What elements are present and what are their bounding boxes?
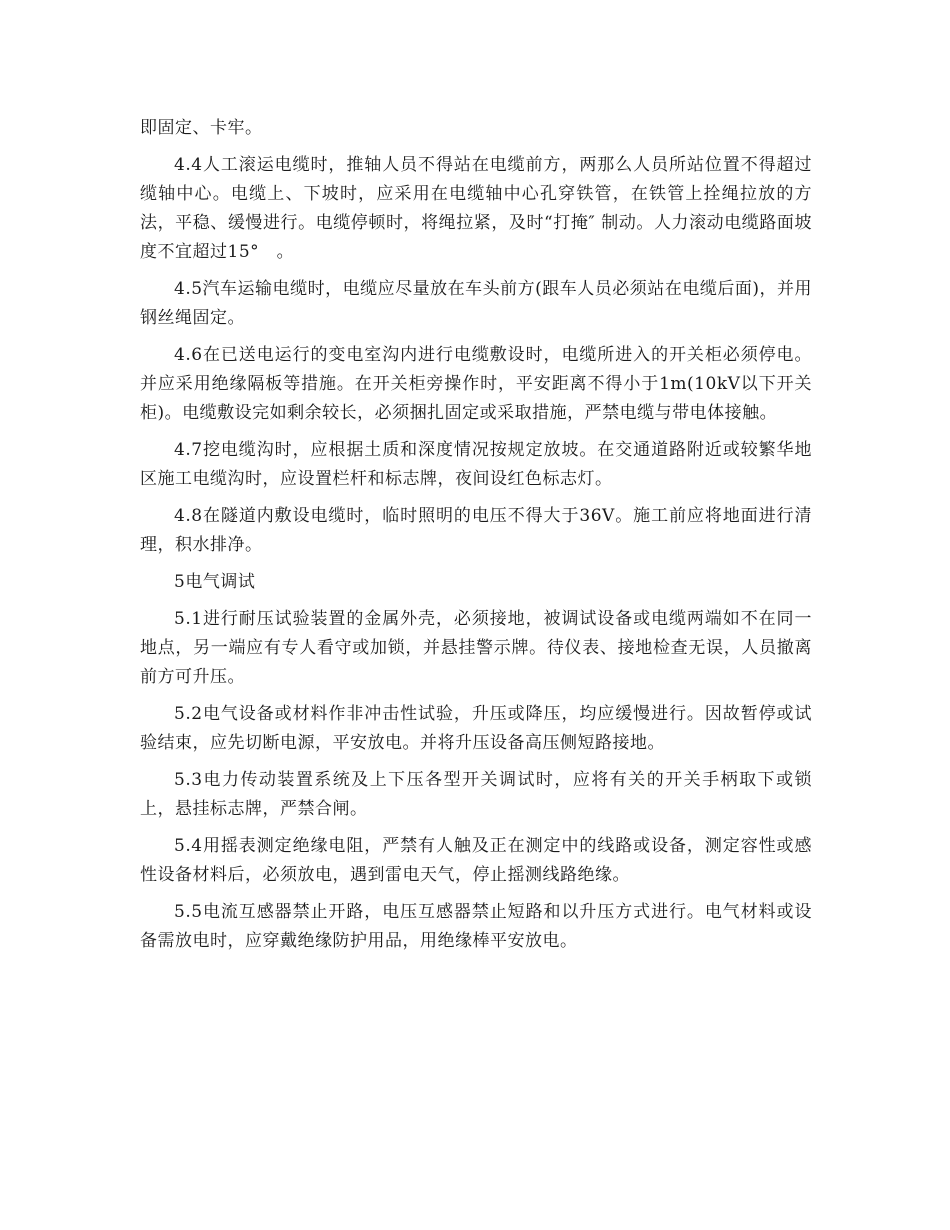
paragraph-4-5: 4.5汽车运输电缆时，电缆应尽量放在车头前方(跟车人员必须站在电缆后面)，并用钢丝绳固定。 [140,279,812,328]
document-page [140,114,812,964]
section-heading-5: 5电气调试 [174,572,256,592]
paragraph-4-4: 4.4人工滚运电缆时，推轴人员不得站在电缆前方，两那么人员所站位置不得超过缆轴中心。电缆上、下坡时，应采用在电缆轴中心孔穿铁管，在铁管上拴绳拉放的方法，平稳、缓慢进行。电缆停顿时，将绳拉紧，及时“打掩″ 制动。人力滚动电缆路面坡度不宜超过15° 。 [140,155,812,262]
paragraph-5-4: 5.4用摇表测定绝缘电阻，严禁有人触及正在测定中的线路或设备，测定容性或感性设备材料后，必须放电，遇到雷电天气，停止摇测线路绝缘。 [140,836,812,885]
paragraph-4-6: 4.6在已送电运行的变电室沟内进行电缆敷设时，电缆所进入的开关柜必须停电。并应采用绝缘隔板等措施。在开关柜旁操作时，平安距离不得小于1m(10kV以下开关柜)。电缆敷设完如剩余较长，必须捆扎固定或采取措施，严禁电缆与带电体接触。 [140,345,812,423]
paragraph-5-5: 5.5电流互感器禁止开路，电压互感器禁止短路和以升压方式进行。电气材料或设备需放电时，应穿戴绝缘防护用品，用绝缘棒平安放电。 [140,902,812,951]
paragraph-5-1: 5.1进行耐压试验装置的金属外壳，必须接地，被调试设备或电缆两端如不在同一地点，另一端应有专人看守或加锁，并悬挂警示牌。待仪表、接地检查无误，人员撤离前方可升压。 [140,609,812,687]
paragraph-4-7: 4.7挖电缆沟时，应根据土质和深度情况按规定放坡。在交通道路附近或较繁华地区施工电缆沟时，应设置栏杆和标志牌，夜间设红色标志灯。 [140,440,812,489]
paragraph-continuation: 即固定、卡牢。 [140,118,263,138]
paragraph-5-2: 5.2电气设备或材料作非冲击性试验，升压或降压，均应缓慢进行。因故暂停或试验结束，应先切断电源，平安放电。并将升压设备高压侧短路接地。 [140,704,812,753]
paragraph-4-8: 4.8在隧道内敷设电缆时，临时照明的电压不得大于36V。施工前应将地面进行清理，积水排净。 [140,506,812,555]
paragraph-5-3: 5.3电力传动装置系统及上下压各型开关调试时，应将有关的开关手柄取下或锁上，悬挂标志牌，严禁合闸。 [140,770,812,819]
